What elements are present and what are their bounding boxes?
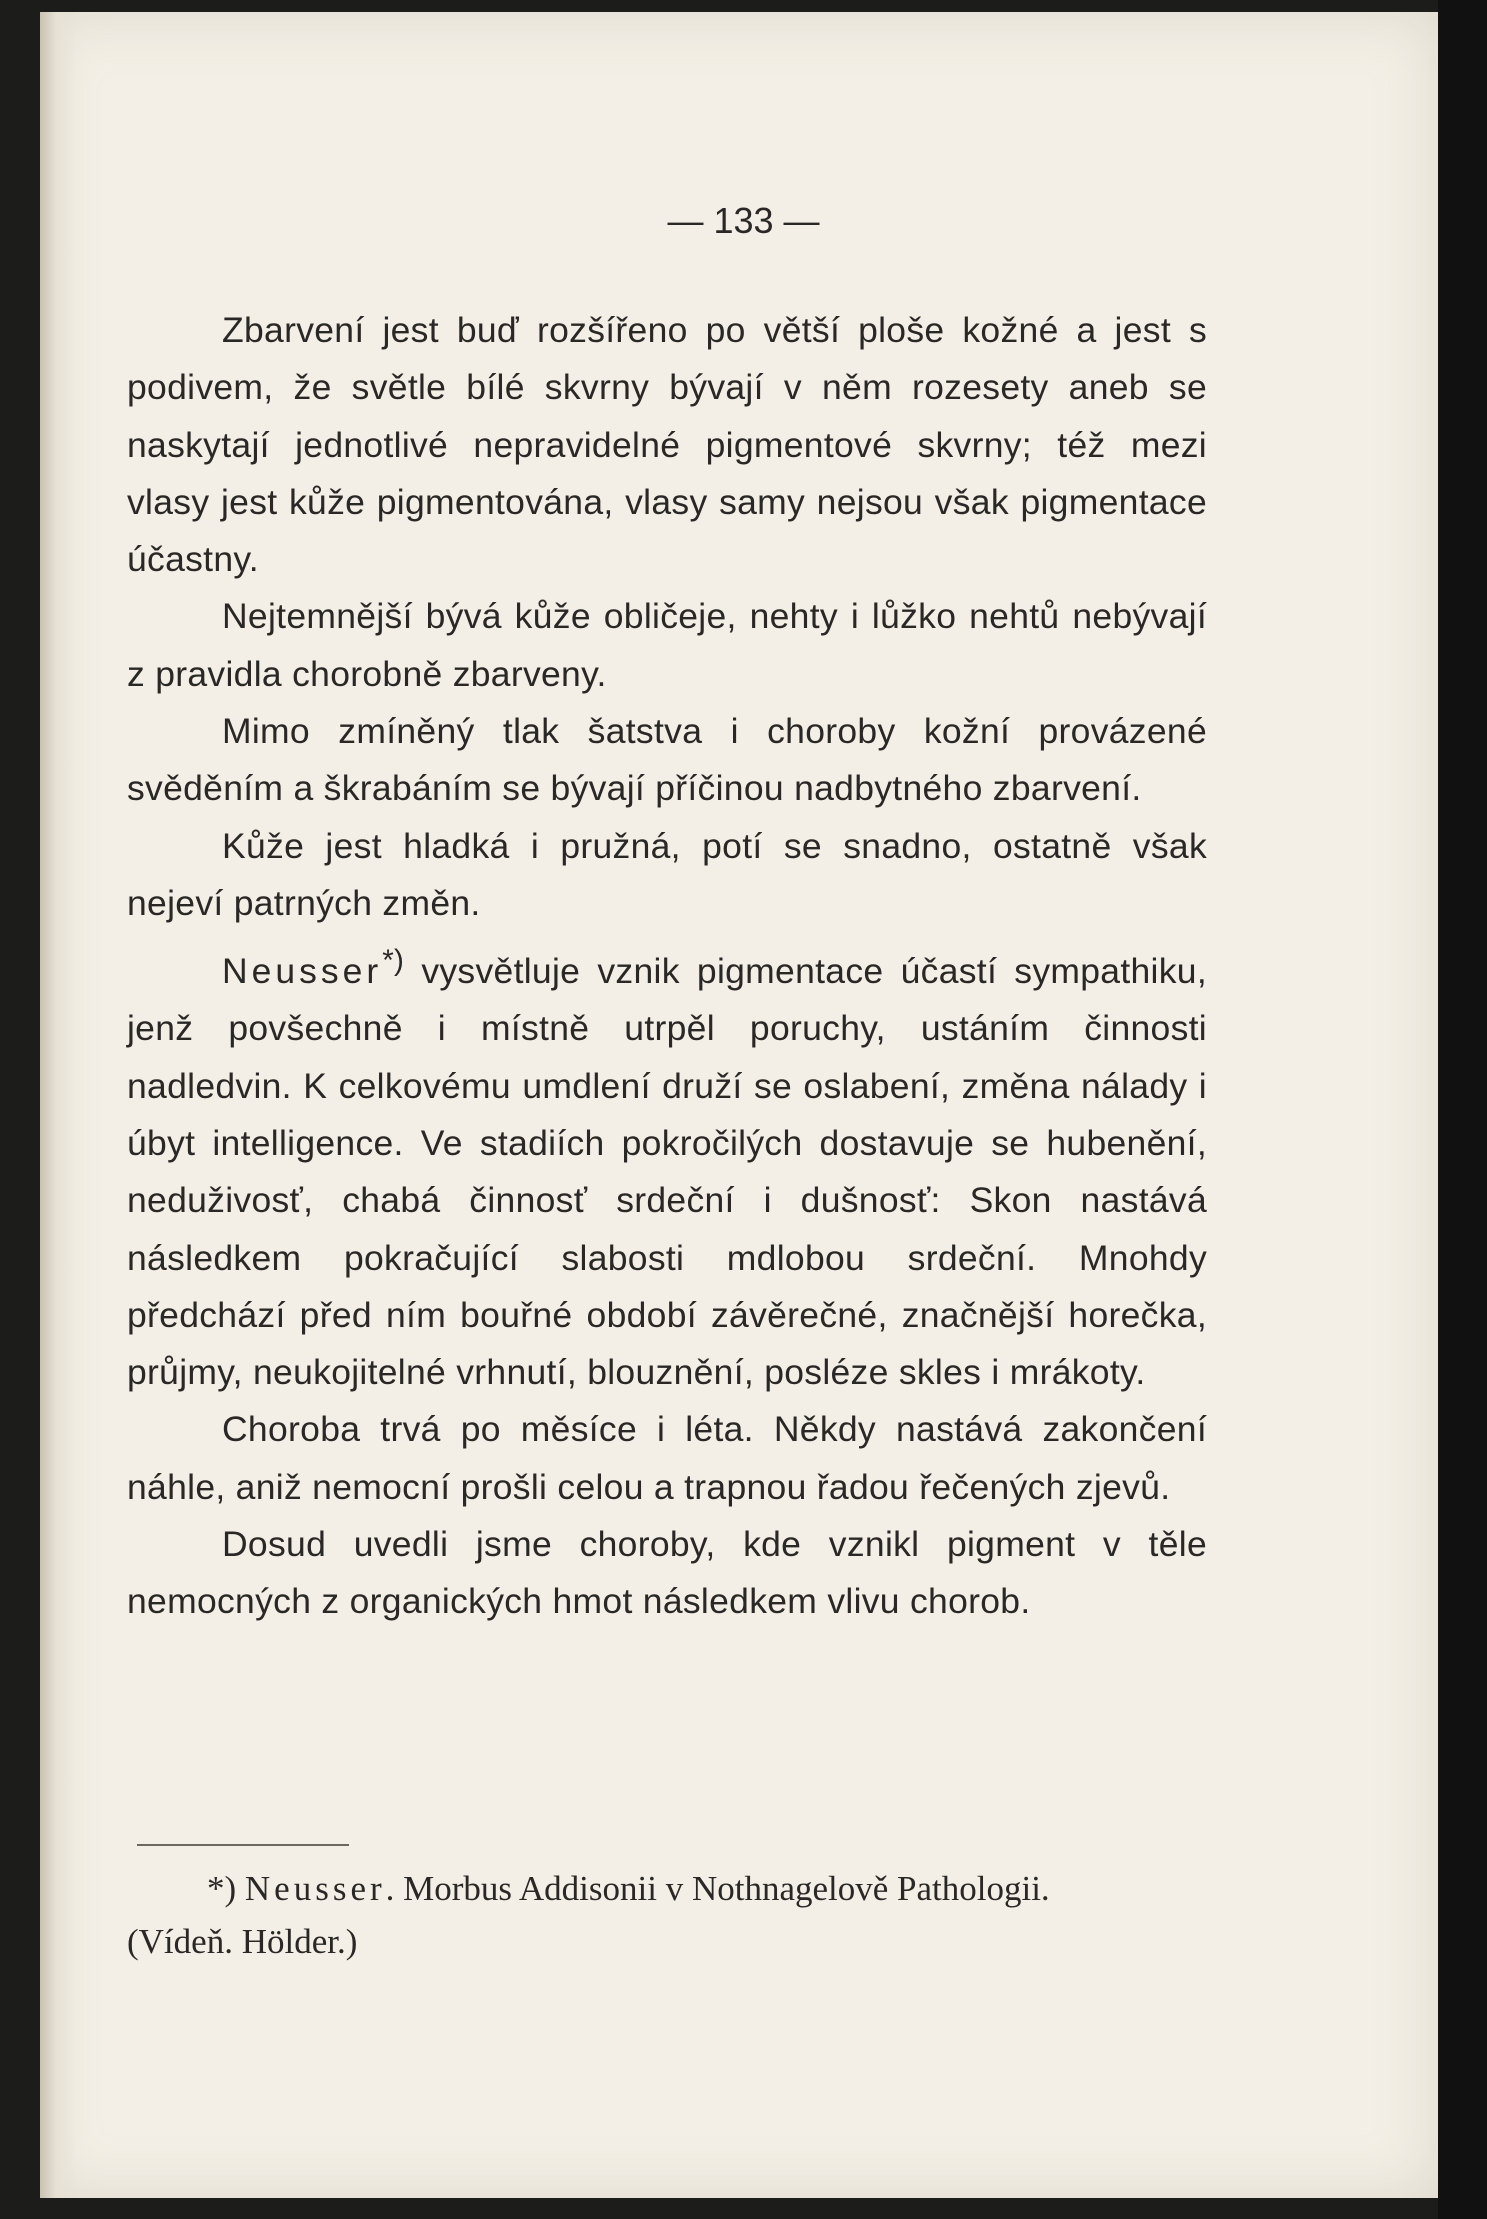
footnote-line-2: (Vídeň. Hölder.)	[127, 1922, 358, 1961]
footnote-line-1	[127, 1862, 1207, 1915]
body-text	[127, 302, 1207, 1631]
paragraph-1: Zbarvení jest buď rozšířeno po větší ploše kožné a jest s podivem, že světle bílé skvrny bývají v něm rozesety aneb se naskytají jednotlivé nepravidelné pigmentové skvrny; též mezi vlasy jest kůže pigmentována, vlasy samy nejsou však pigmentace účastny.	[127, 310, 1207, 580]
paragraph-2: Nejtemnější bývá kůže obličeje, nehty i lůžko nehtů nebývají z pravidla chorobně zbarveny.	[127, 596, 1207, 694]
scan-border	[1438, 0, 1487, 2219]
footnote-author: Neusser	[244, 1869, 386, 1908]
page-number: — 133 —	[667, 200, 820, 241]
paragraph-5-text: vysvětluje vznik pigmentace účastí sympathiku, jenž povšechně i místně utrpěl poruchy, ustáním činnosti nadledvin. K celkovému umdlení druží se oslabení, změna nálady i úbyt intelligence. Ve stadiích pokročilých dostavuje se hubenění, neduživosť, chabá činnosť srdeční i dušnosť: Skon nastává následkem pokračující slabosti mdlobou srdeční. Mnohdy předchází před ním bouřné období závěrečné, značnější horečka, průjmy, neukojitelné vrhnutí, blouznění, posléze skles i mrákoty.	[127, 951, 1207, 1393]
footnote	[127, 1862, 1207, 1968]
paragraph-4: Kůže jest hladká i pružná, potí se snadno, ostatně však nejeví patrných změn.	[127, 825, 1207, 923]
paragraph-6: Choroba trvá po měsíce i léta. Někdy nastává zakončení náhle, aniž nemocní prošli celou a trapnou řadou řečených zjevů.	[127, 1409, 1207, 1507]
page-gutter-shadow	[40, 12, 76, 2198]
footnote-text: . Morbus Addisonii v Nothnagelově Pathologii.	[385, 1869, 1050, 1908]
paragraph-7: Dosud uvedli jsme choroby, kde vznikl pigment v těle nemocných z organických hmot následkem vlivu chorob.	[127, 1524, 1207, 1622]
paragraph-3: Mimo zmíněný tlak šatstva i choroby kožní provázené svěděním a škrabáním se bývají příčinou nadbytného zbarvení.	[127, 711, 1207, 809]
footnote-mark: *)	[207, 1869, 237, 1908]
footnote-reference: *)	[382, 944, 405, 978]
footnote-divider	[137, 1844, 349, 1846]
paragraph-5	[127, 932, 1207, 1401]
author-name: Neusser	[222, 951, 383, 992]
